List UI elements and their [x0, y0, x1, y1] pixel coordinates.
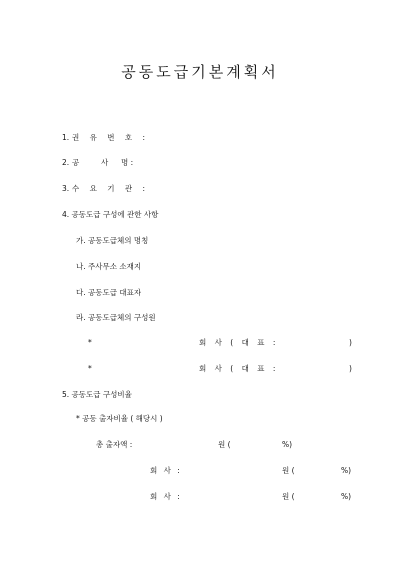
member-company-1: 회 사 ( 대 표 :	[199, 338, 279, 347]
member-bullet-1: *	[88, 338, 92, 347]
item3-number: 3.	[62, 184, 70, 193]
item5-heading: 5. 공동도급 구성비율	[62, 390, 132, 399]
total-percent-label: %)	[282, 440, 293, 449]
total-won-label: 원 (	[218, 440, 231, 449]
item1-number: 1.	[62, 133, 70, 142]
company-share-percent-2: %)	[341, 492, 352, 501]
item4-ga: 가. 공동도급체의 명칭	[76, 236, 149, 245]
member-close-2: )	[349, 364, 352, 373]
company-share-won-1: 원 (	[282, 466, 295, 475]
item4-da: 다. 공동도급 대표자	[76, 288, 142, 297]
item2-label-part3: 명 :	[121, 158, 134, 167]
item5-subheading: * 공동 출자비율 ( 해당시 )	[76, 414, 163, 423]
member-company-2: 회 사 ( 대 표 :	[199, 364, 279, 373]
company-share-percent-1: %)	[341, 466, 352, 475]
item2-number: 2.	[62, 158, 70, 167]
item3-label: 수 요 기 관 :	[72, 184, 150, 193]
company-share-label-1: 회 사 :	[150, 466, 182, 475]
document-title: 공동도급기본계획서	[121, 63, 279, 81]
company-share-won-2: 원 (	[282, 492, 295, 501]
item4-na: 나. 주사무소 소재지	[76, 262, 142, 271]
member-close-1: )	[349, 338, 352, 347]
company-share-label-2: 회 사 :	[150, 492, 182, 501]
member-bullet-2: *	[88, 364, 92, 373]
item2-label-part1: 공	[72, 158, 80, 167]
item1-label: 권 유 번 호 :	[72, 133, 150, 142]
item4-heading: 4. 공동도급 구성에 관한 사항	[62, 210, 159, 219]
item2-label-part2: 사	[101, 158, 109, 167]
total-investment-label: 총 출자액 :	[96, 440, 133, 449]
item4-ra: 라. 공동도급체의 구성원	[76, 313, 156, 322]
